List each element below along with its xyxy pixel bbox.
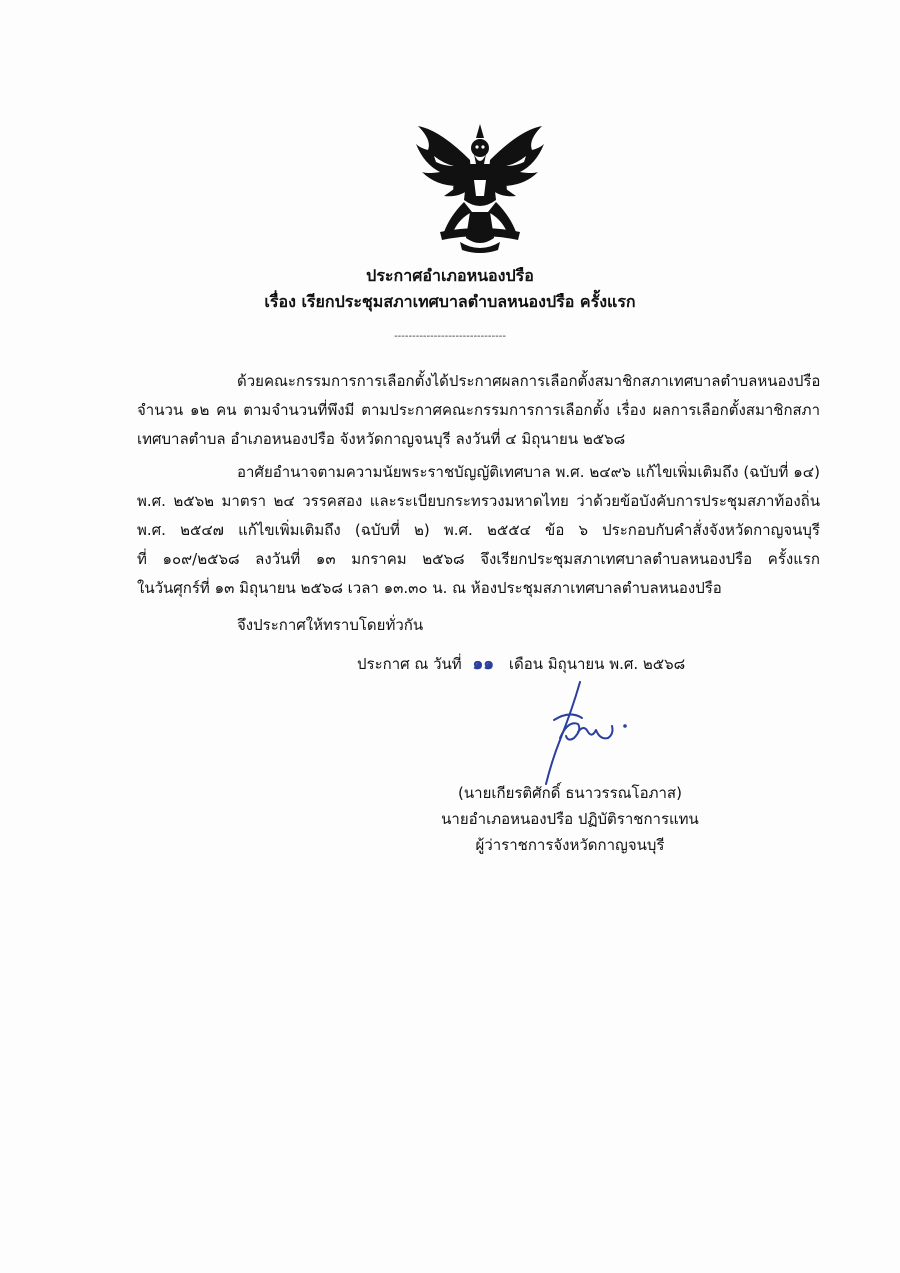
paragraph-3 (137, 611, 820, 640)
issue-date-month-year: เดือน มิถุนายน พ.ศ. ๒๕๖๘ (508, 655, 686, 673)
announcement-subject: เรื่อง เรียกประชุมสภาเทศบาลตำบลหนองปรือ ครั้งแรก (264, 292, 636, 311)
paragraph-1-line: จำนวน ๑๒ คน ตามจำนวนที่พึงมี ตามประกาศคณะกรรมการการเลือกตั้ง เรื่อง ผลการเลือกตั้งสมาชิกสภา (137, 401, 820, 419)
paragraph-2-line: พ.ศ. ๒๕๔๗ แก้ไขเพิ่มเติมถึง (ฉบับที่ ๒) พ.ศ. ๒๕๕๔ ข้อ ๖ ประกอบกับคำสั่งจังหวัดกาญจนบุรี (137, 521, 820, 539)
signer-name: (นายเกียรติศักดิ์ ธนาวรรณโอภาส) (458, 784, 682, 802)
signer-on-behalf-of: ผู้ว่าราชการจังหวัดกาญจนบุรี (475, 836, 665, 854)
issue-day-handwritten: ๑๑ (472, 654, 495, 674)
paragraph-1-line: ด้วยคณะกรรมการการเลือกตั้งได้ประกาศผลการเลือกตั้งสมาชิกสภาเทศบาลตำบลหนองปรือ (237, 372, 820, 390)
paragraph-2-line: ในวันศุกร์ที่ ๑๓ มิถุนายน ๒๕๖๘ เวลา ๑๓.๓๐ น. ณ ห้องประชุมสภาเทศบาลตำบลหนองปรือ (137, 579, 722, 597)
paragraph-2-line: ที่ ๑๐๙/๒๕๖๘ ลงวันที่ ๑๓ มกราคม ๒๕๖๘ จึงเรียกประชุมสภาเทศบาลตำบลหนองปรือ ครั้งแรก (137, 550, 820, 568)
announcement-title: ประกาศอำเภอหนองปรือ (366, 266, 534, 285)
signer-position: นายอำเภอหนองปรือ ปฏิบัติราชการแทน (441, 810, 699, 828)
paragraph-1 (137, 367, 820, 454)
title-divider: ------------------------------- (394, 331, 506, 342)
handwritten-signature (520, 680, 670, 790)
issue-date-prefix: ประกาศ ณ วันที่ (357, 655, 462, 673)
paragraph-2 (137, 458, 820, 603)
closing-line: จึงประกาศให้ทราบโดยทั่วกัน (237, 616, 424, 634)
garuda-emblem-icon (410, 120, 550, 255)
paragraph-2-line: อาศัยอำนาจตามความนัยพระราชบัญญัติเทศบาล พ.ศ. ๒๔๙๖ แก้ไขเพิ่มเติมถึง (ฉบับที่ ๑๔) (237, 463, 820, 481)
issue-date (357, 652, 685, 676)
paragraph-1-line: เทศบาลตำบล อำเภอหนองปรือ จังหวัดกาญจนบุรี ลงวันที่ ๔ มิถุนายน ๒๕๖๘ (137, 430, 626, 448)
paragraph-2-line: พ.ศ. ๒๕๖๒ มาตรา ๒๔ วรรคสอง และระเบียบกระทรวงมหาดไทย ว่าด้วยข้อบังคับการประชุมสภาท้องถิ่น (137, 492, 820, 510)
